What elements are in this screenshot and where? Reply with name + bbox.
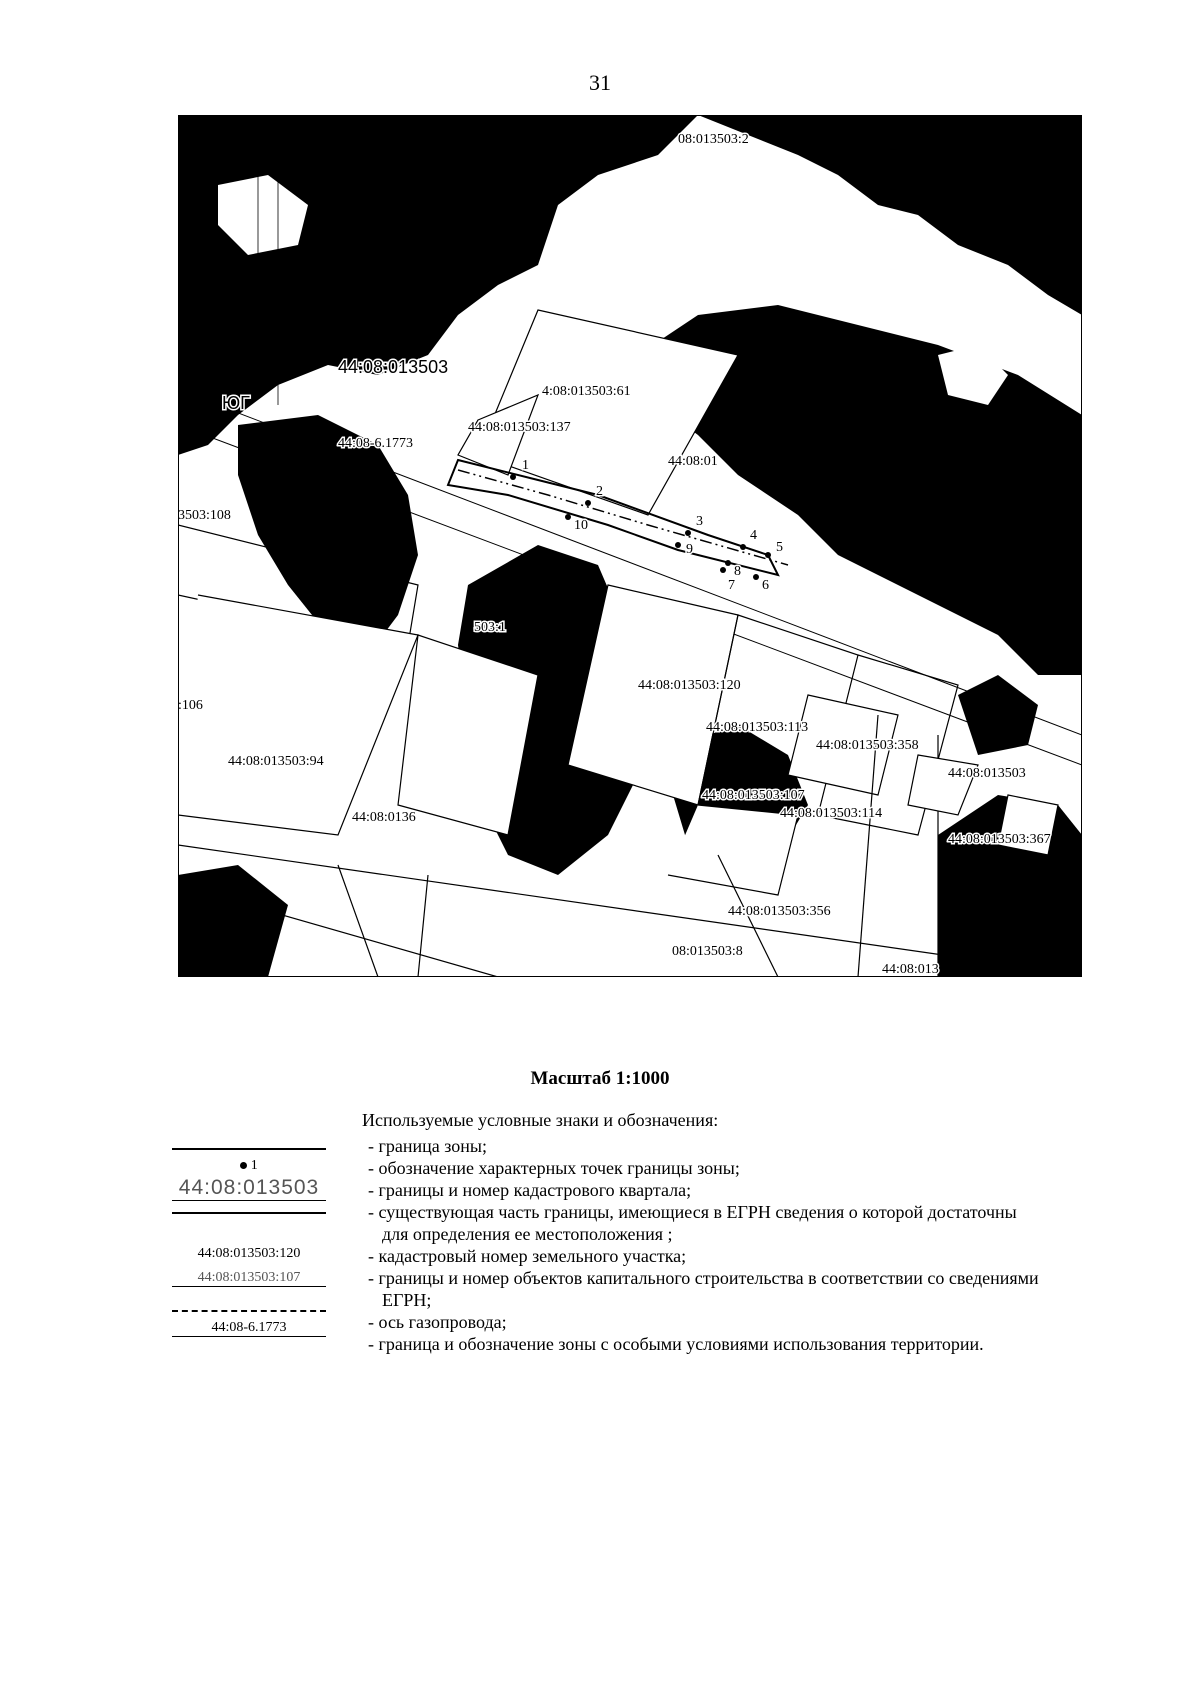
point-number: 7: [728, 578, 735, 593]
parcel-label: 08:013503:2: [678, 132, 749, 147]
boundary-point: [675, 542, 681, 548]
point-number: 1: [522, 458, 529, 473]
gas-pipe-symbol: [172, 1310, 326, 1312]
building-label: 44:08:013503:107: [702, 788, 805, 803]
building-label: 44:08:013503:356: [728, 904, 831, 919]
page-number: 31: [589, 70, 611, 95]
legend-item: - ось газопровода;: [368, 1312, 507, 1332]
point-number: 2: [596, 484, 603, 499]
zone-number-symbol: 44:08-6.1773: [172, 1320, 326, 1337]
point-number: 5: [776, 540, 783, 555]
point-number: 3: [696, 514, 703, 529]
boundary-point: [565, 514, 571, 520]
boundary-point: [725, 560, 731, 566]
boundary-point: [765, 552, 771, 558]
point-number: 9: [686, 542, 693, 557]
quarter-label: 44:08:013503: [338, 357, 449, 377]
point-number: 8: [734, 564, 741, 579]
existing-boundary-symbol: [172, 1212, 326, 1214]
parcel-label: 503:1: [474, 620, 506, 635]
parcel-label: 44:08:01: [668, 454, 718, 469]
legend-item: - граница зоны;: [368, 1136, 487, 1156]
zone-label: 44:08-6.1773: [338, 436, 414, 451]
parcel-label: 44:08:013: [882, 962, 939, 977]
direction-label: ЮГ: [222, 393, 250, 413]
point-number: 6: [762, 578, 769, 593]
parcel-label: 44:08:013503:113: [706, 720, 809, 735]
parcel-label: 44:08:013503:94: [228, 754, 324, 769]
boundary-point: [685, 530, 691, 536]
boundary-point: [740, 544, 746, 550]
parcel-label: 44:08:013503:114: [780, 806, 883, 821]
parcel-label: 08:013503:8: [672, 944, 743, 959]
legend-item: - кадастровый номер земельного участка;: [368, 1246, 687, 1266]
parcel-label: 44:08:013503:137: [468, 420, 571, 435]
quarter-symbol: 44:08:013503: [172, 1176, 326, 1201]
point-number: 10: [574, 518, 588, 533]
legend-item: - существующая часть границы, имеющиеся в ЕГРН сведения о которой достаточны: [368, 1202, 1017, 1222]
point-number: 4: [750, 528, 757, 543]
boundary-point: [510, 474, 516, 480]
legend-title: Используемые условные знаки и обозначения:: [362, 1110, 719, 1130]
building-symbol: 44:08:013503:107: [172, 1270, 326, 1287]
point-symbol: [172, 1158, 326, 1174]
point-symbol-label: 1: [250, 1158, 258, 1173]
legend-item: ЕГРН;: [382, 1290, 432, 1310]
parcel-label: 44:08:013503:367: [948, 832, 1051, 847]
boundary-point: [720, 567, 726, 573]
legend-item: - границы и номер кадастрового квартала;: [368, 1180, 692, 1200]
legend-item: для определения ее местоположения ;: [382, 1224, 673, 1244]
scale-label: Масштаб 1:1000: [530, 1068, 670, 1089]
zone-boundary-symbol: [172, 1148, 326, 1150]
legend-item: - граница и обозначение зоны с особыми условиями использования территории.: [368, 1334, 984, 1354]
parcel-label: 4:08:013503:61: [542, 384, 631, 399]
legend-item: - обозначение характерных точек границы зоны;: [368, 1158, 740, 1178]
parcel-number-symbol: 44:08:013503:120: [197, 1246, 301, 1261]
parcel-label: 44:08:013503: [948, 766, 1026, 781]
parcel-label: 44:08:013503:358: [816, 738, 919, 753]
boundary-point: [753, 574, 759, 580]
legend-item: - границы и номер объектов капитального строительства в соответствии со сведениями: [368, 1268, 1039, 1288]
boundary-point: [585, 500, 591, 506]
map-canvas: [178, 115, 1082, 977]
cadastral-map: [178, 115, 1082, 977]
parcel-label: 44:08:0136: [352, 810, 416, 825]
parcel-label: 44:08:013503:120: [638, 678, 741, 693]
parcel-label: 3503:108: [178, 508, 231, 523]
point-dot-icon: [240, 1162, 247, 1169]
parcel-label: :106: [178, 698, 203, 713]
